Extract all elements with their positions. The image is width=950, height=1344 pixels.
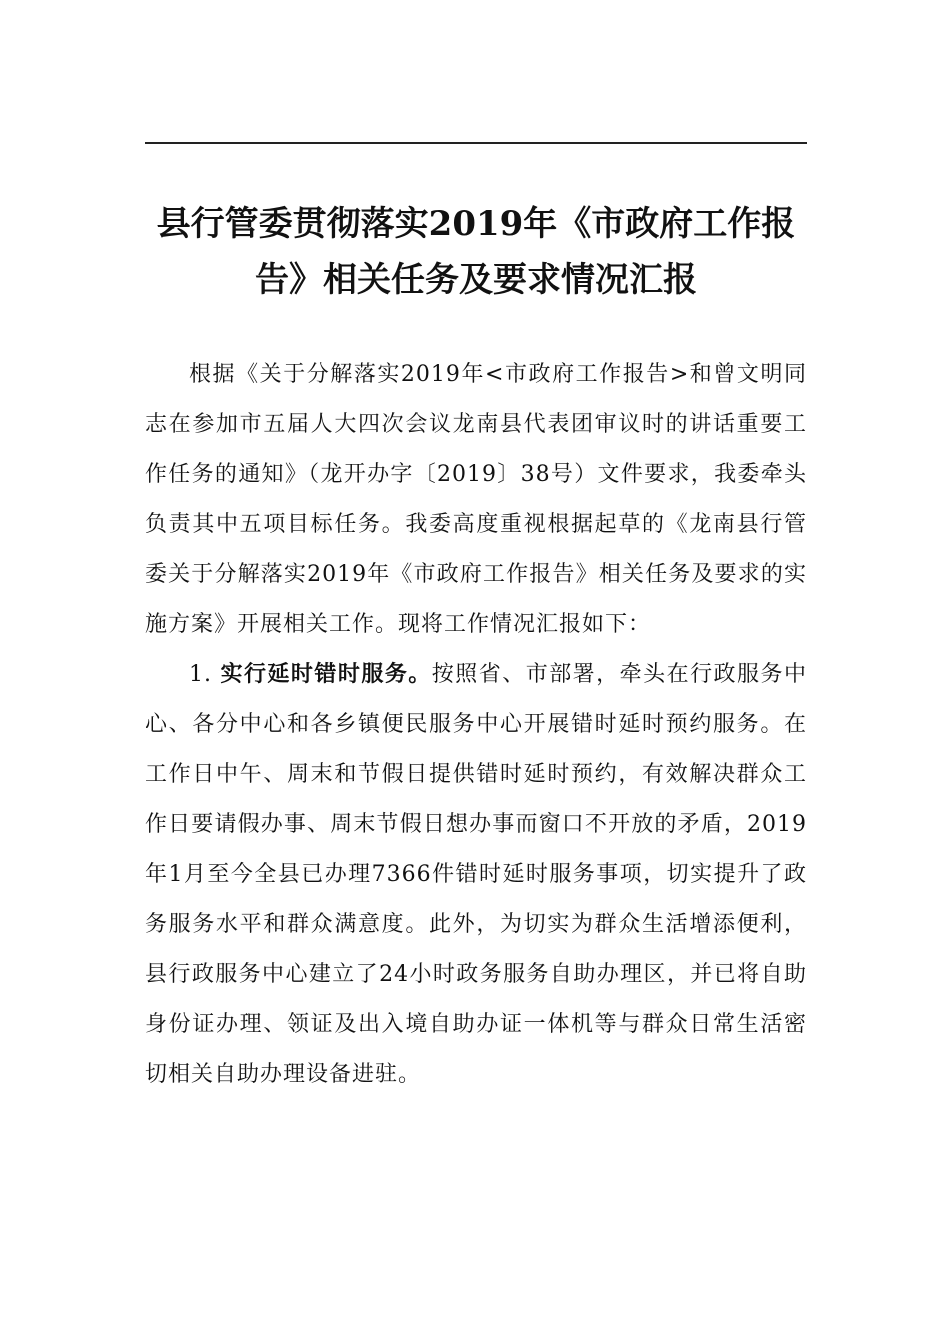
- title-line-2: 告》相关任务及要求情况汇报: [255, 260, 697, 300]
- intro-paragraph: 根据《关于分解落实2019年<市政府工作报告>和曾文明同志在参加市五届人大四次会议龙南县代表团审议时的讲话重要工作任务的通知》（龙开办字〔2019〕38号）文件要求，我委牵头负责其中五项目标任务。我委高度重视根据起草的《龙南县行管委关于分解落实2019年《市政府工作报告》相关任务及要求的实施方案》开展相关工作。现将工作情况汇报如下：: [145, 362, 807, 637]
- document-page: [145, 0, 807, 1344]
- item-1-heading: 实行延时错时服务。: [220, 662, 432, 687]
- document-body: [145, 350, 807, 1100]
- document-title: [145, 196, 807, 308]
- item-1-number: 1.: [189, 662, 221, 687]
- title-line-1: 县行管委贯彻落实2019年《市政府工作报: [156, 204, 796, 244]
- header-rule: [145, 142, 807, 144]
- item-1-text: 按照省、市部署，牵头在行政服务中心、各分中心和各乡镇便民服务中心开展错时延时预约服务。在工作日中午、周末和节假日提供错时延时预约，有效解决群众工作日要请假办事、周末节假日想办事而窗口不开放的矛盾，2019年1月至今全县已办理7366件错时延时服务事项，切实提升了政务服务水平和群众满意度。此外，为切实为群众生活增添便利，县行政服务中心建立了24小时政务服务自助办理区，并已将自助身份证办理、领证及出入境自助办证一体机等与群众日常生活密切相关自助办理设备进驻。: [145, 662, 807, 1087]
- item-1-paragraph: [145, 650, 807, 1100]
